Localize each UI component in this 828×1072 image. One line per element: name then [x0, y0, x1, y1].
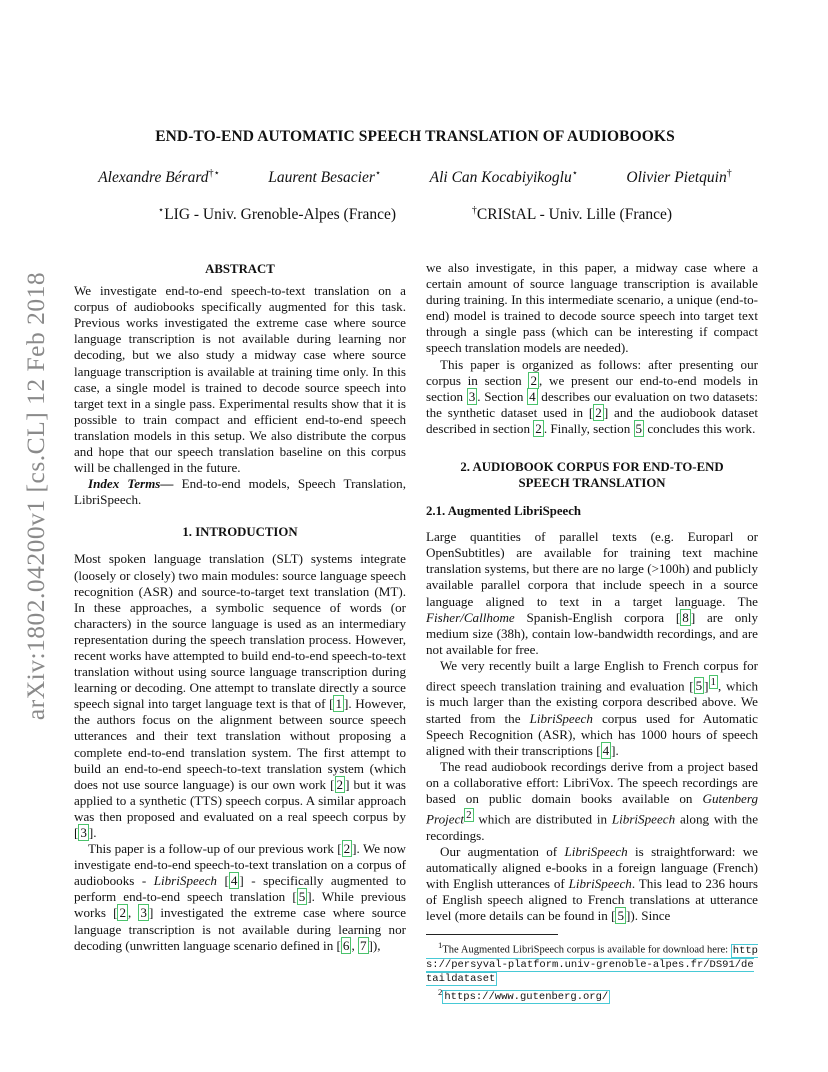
footnote-url-link[interactable]: https://persyval-platform.univ-grenoble-alpes.fr/DS91/detaildataset [426, 944, 758, 985]
affiliation: ⋆LIG - Univ. Grenoble-Alpes (France) [157, 205, 397, 224]
section-link[interactable]: 2 [535, 420, 542, 436]
abstract-heading: ABSTRACT [205, 262, 275, 276]
footnote: $^1$The Augmented LibriSpeech corpus is available for download here: https://persyval-platform.univ-grenoble-alpes.fr/DS91/detaildataset [426, 940, 758, 985]
body-paragraph: The read audiobook recordings derive from a project based on a collaborative effort: LibriVox. The speech recordings are based on public domain books available on Gutenberg Project $^2$ which are distributed in LibriSpeech along with the recordings. [426, 758, 759, 843]
intro-paragraph: we also investigate, in this paper, a midway case where a certain amount of source language transcription is available during training. In this intermediate scenario, a unique (end-to-end) model is trained to decode source speech into target text through a single pass (which can be interesting if compact speech translation models are needed). [426, 260, 758, 356]
citation-link[interactable]: 3 [140, 905, 147, 921]
intro-paragraph: This paper is a follow-up of our previous work [ 2 ]. We now investigate end-to-end speech-to-text translation on a corpus of audiobooks - LibriSpeech [ 4 ] - specifically augmented to perform end-to-end speech translation [ 5 ]. While previous works [ 2 , 3 ] investigated the extreme case where source language transcription is not available during learning nor decoding (unwritten language scenario defined in [ 6 , 7 ]), [74, 841, 407, 953]
subsection-heading: 2.1. Augmented LibriSpeech [426, 504, 581, 519]
author: Laurent Besacier⋆ [268, 168, 382, 187]
footnote-url-link[interactable]: https://www.gutenberg.org/ [444, 991, 609, 1004]
citation-link[interactable]: 2 [336, 776, 344, 792]
intro-paragraph: Most spoken language translation (SLT) systems integrate (loosely or closely) two main modules: source language speech recognition (ASR) and source-to-target text translation (MT). In these approaches, a symbolic sequence of words (or characters) in the source language is used as an intermediary representation during the speech translation process. However, recent works have attempted to build end-to-end speech-to-text translation without using source language transcription during learning or decoding. One attempt to translate directly a source speech signal into target language text is that of [ 1 ]. However, the authors focus on the alignment between source speech utterances and their text translation without proposing a complete end-to-end translation system. The first attempt to build an end-to-end speech-to-text translation system (which does not use source language) is our own work [ 2 ] but it was applied to a synthetic (TTS) speech corpus. A similar approach was then proposed and evaluated on a real speech corpus by [ 3 ]. [74, 551, 406, 840]
index-terms: Index Terms— End-to-end models, Speech Translation, LibriSpeech. [74, 476, 406, 508]
affiliation-list [120, 205, 710, 224]
citation-link[interactable]: 5 [298, 889, 306, 905]
author: Olivier Pietquin† [626, 168, 732, 187]
citation-link[interactable]: 3 [80, 825, 87, 840]
body-paragraph: Our augmentation of LibriSpeech is straightforward: we automatically aligned e-books in a foreign language (French) with English utterances of LibriSpeech. This lead to 236 hours of English speech aligned to French translations at utterance level (more details can be found in [ 5 ]). Since [426, 843, 758, 923]
footnote-divider [426, 934, 558, 935]
section-link[interactable]: 3 [468, 388, 476, 404]
body-paragraph: We very recently built a large English to French corpus for direct speech translation training and evaluation [ 5 ] $^1$ , which is much larger than the existing corpora described above. We started from the LibriSpeech corpus used for Automatic Speech Recognition (ASR), which has 1000 hours of speech aligned with their transcriptions [ 4 ]. [426, 657, 759, 758]
affiliation: †CRIStAL - Univ. Lille (France) [471, 205, 673, 224]
footnotes [426, 939, 758, 1004]
citation-link[interactable]: 2 [595, 404, 602, 420]
author-list [74, 168, 756, 187]
citation-link[interactable]: 2 [119, 905, 127, 921]
citation-link[interactable]: 5 [617, 908, 624, 923]
citation-link[interactable]: 7 [359, 937, 367, 953]
footnote: $^2$ https://www.gutenberg.org/ [438, 986, 609, 1004]
section-heading-introduction: 1. INTRODUCTION [182, 525, 298, 540]
citation-link[interactable]: 4 [602, 742, 610, 758]
abstract-text: We investigate end-to-end speech-to-text translation on a corpus of audiobooks specifically augmented for this task. Previous works investigated the extreme case where source language transcription is not available during learning nor decoding, but we also study a midway case where source language transcription is available at training time only. In this case, a single model is trained to decode source speech into target text in a single pass. Experimental results show that it is possible to train compact and efficient end-to-end speech translation models in this setup. We also distribute the corpus and hope that our speech translation baseline on this corpus will be challenged in the future. [74, 283, 406, 476]
citation-link[interactable]: 6 [342, 937, 350, 953]
author: Alexandre Bérard†⋆ [98, 168, 220, 187]
citation-link[interactable]: 1 [335, 696, 343, 712]
intro-paragraph: This paper is organized as follows: after presenting our corpus in section 2 , we present our end-to-end models in section 3 . Section 4 describes our evaluation on two datasets: the synthetic dataset used in [ 2 ] and the audiobook dataset described in section 2 . Finally, section 5 concludes this work. [426, 356, 758, 436]
citation-link[interactable]: 4 [230, 873, 238, 889]
arxiv-stamp [10, 271, 62, 721]
author: Ali Can Kocabiyikoglu⋆ [429, 168, 578, 187]
section-link[interactable]: 4 [529, 388, 536, 404]
section-heading-audiobook-corpus: 2. AUDIOBOOK CORPUS FOR END-TO-END SPEECH TRANSLATION [460, 460, 724, 491]
section-link[interactable]: 2 [530, 372, 537, 388]
citation-link[interactable]: 8 [682, 609, 689, 625]
footnote-link[interactable]: 2 [466, 809, 472, 822]
right-column [426, 260, 758, 1004]
paper-title: END-TO-END AUTOMATIC SPEECH TRANSLATION OF AUDIOBOOKS [155, 128, 675, 145]
arxiv-id: arXiv:1802.04200v1 [cs.CL] 12 Feb 2018 [21, 271, 50, 721]
body-paragraph: Large quantities of parallel texts (e.g. Europarl or OpenSubtitles) are available for training text machine translation systems, but there are no large (>100h) and publicly available parallel corpora that include speech in a source language aligned to text in a target language. The Fisher/Callhome Spanish-English corpora [ 8 ] are only medium size (38h), contain low-bandwidth recordings, and are not available for free. [426, 529, 758, 657]
left-column [74, 260, 406, 954]
footnote-link[interactable]: 1 [710, 675, 716, 688]
citation-link[interactable]: 5 [695, 678, 703, 694]
citation-link[interactable]: 2 [343, 841, 351, 857]
section-link[interactable]: 5 [635, 420, 643, 436]
